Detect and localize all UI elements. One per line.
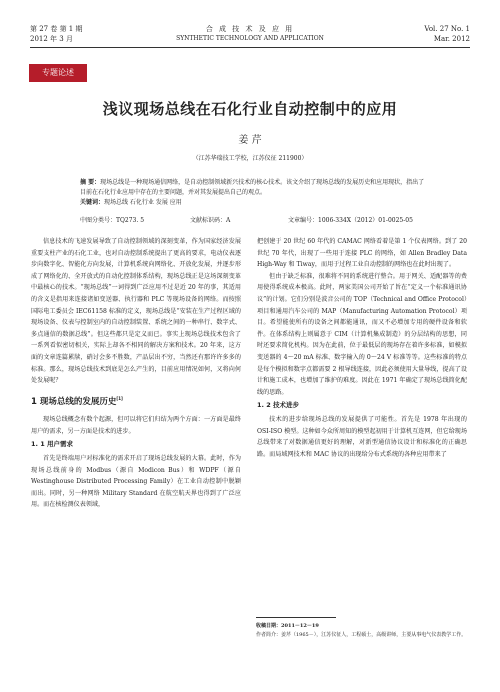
- intro-paragraph: 信息技术的飞速发展导致了自动控制领域的深刻变革，作为国家经济发展重要支柱产业的石化工业，也对自动控制系统提出了更高的要求，电动仪表逐步向数字化、智能化方向发展，计算机系统向网络化、开放化发展，并逐步形成了网络化的、全开放式的自动化控制体系结构，现场总线正是这场深刻变革中最核心的技术。“现场总线”一词得到广泛应用不过是近 20 年的事，其适用的含义是指用来连接诸如变送器、执行器和 PLC 等现场设备的网络。而按照国际电工委员会 IEC61158 标准的定义，现场总线是“安装在生产过程区域的现场设备、仪表与控制室内的自动控制装置、系统之间的一种串行、数字式、多点通信的数据总线”。但这些都只是定义而已。事实上现场总线技术包含了一系列看似密切相关，实际上却各不相同的解决方案和技术。20 年来，这方面的文章连篇累牍，硝讨会多不胜数，产品层出不穷，当然还有那许许多多的标准。那么，现场总线技术到底是怎么产生的，目前应用情况如何，又将向何处发展呢？: [31, 238, 241, 385]
- abstract-label: 摘 要：: [80, 179, 101, 186]
- keywords-label: 关键词：: [80, 199, 105, 206]
- volume-issue-en: Vol. 27 No. 1: [424, 25, 470, 33]
- article-title: 浅议现场总线在石化行业自动控制中的应用: [102, 100, 398, 118]
- keywords: [80, 198, 430, 208]
- right-paragraph-1: 把创建于 20 世纪 60 年代的 CAMAC 网络看着是第 1 个仪表网络。到了 20 世纪 70 年代，出现了一些用于连接 PLC 的网络，如 Allen Bradley Data High-Way 和 Tiway，而用于过程工业自动控制的网络也在此时出现了。: [257, 238, 467, 269]
- journal-title-en: SYNTHETIC TECHNOLOGY AND APPLICATION: [176, 35, 324, 42]
- clc-number: 中图分类号：TQ273. 5: [80, 217, 145, 224]
- section-1-citation: [1]: [116, 395, 123, 401]
- article-number: 文章编号：1006-334X（2012）01-0025-05: [288, 217, 413, 224]
- right-paragraph-2: 但由于缺乏标准，很难将不同的系统进行整合。用于网关、适配器等的费用使得系统成本极高。此时，两家美国公司开始了旨在“定义一个标准通讯协议”的计划。它们分别是波音公司的 TOP（Technical and Office Protocol）项目和通用汽车公司的 MAP（Manufacturing Automation Protocol）项目。希望能使所有的设备之间都能通讯，而又不必增加专用的硬件设备和软件。在体系结构上则属意于 CIM（计算机集成制造）的分层结构的思想，同时还要求简化机构。因为在此前，位于最低层的现场存在着许多标准，如模拟变送器的 4～20 mA 标准、数字输入的 0～24 V 标准等等。这些标准的特点是每个模拟和数字点都需要 2 根导线连接，因此必须使用大量导线，提高了设计和施工成本，也增加了维护的难度。因此在 1971 年确定了现场总线简化配线的思路。: [257, 272, 467, 396]
- volume-issue: 第 27 卷 第 1 期: [30, 25, 83, 33]
- header-rule: [30, 47, 470, 48]
- abstract-text: 现场总线是一种现场通信网络，是自动控制领域新兴技术的核心技术。该文介绍了现场总线的发展历史和应用现状，指出了目前在石化行业应用中存在的主要问题，并对其发展提出自己的观点。: [80, 179, 425, 196]
- body-right-column: [257, 236, 467, 460]
- received-date: 收稿日期：2011－12－19: [256, 623, 319, 629]
- journal-title-cn: 合 成 技 术 及 应 用: [205, 25, 295, 33]
- document-code: 文献标识码：A: [190, 217, 231, 224]
- subsection-1-2-paragraph: 技术的进步给现场总线的发展提供了可能性。首先是 1978 年出现的 OSI-ISO 模型。这种如今众所周知的模型起初用于计算机互连网，但它给现场总线带来了对数据通信更好的理解，对新型通信协议设计和标准化的正确思路。而局域网技术和 MAC 协议的出现给分布式系统的各种应用带来了: [257, 415, 467, 458]
- article-author: 姜 芹: [238, 135, 262, 146]
- keywords-text: 现场总线 石化行业 发展 应用: [104, 199, 182, 206]
- author-affiliation: （江苏华瑞技工学校，江苏仪征 211900）: [192, 155, 308, 162]
- section-1-heading: [31, 393, 241, 408]
- abstract: [80, 178, 430, 198]
- subsection-1-1-heading: 1. 1 用户需求: [31, 440, 74, 449]
- section-1-paragraph: 现场总线概念有数个起源，但可以将它们归结为两个方面：一方面是最终用户的需求，另一方面是技术的进步。: [31, 416, 241, 435]
- subsection-1-2-heading: 1. 2 技术进步: [257, 401, 300, 410]
- section-1-title: 1 现场总线的发展历史: [31, 396, 117, 407]
- issue-date-en: Mar. 2012: [433, 35, 470, 43]
- body-left-column: [31, 236, 241, 511]
- footnote: [256, 622, 470, 640]
- issue-date-cn: 2012 年 3 月: [30, 35, 73, 43]
- subsection-1-1-paragraph: 首先是终端用户对标准化的需求开启了现场总线发展的大幕。此时，作为现场总线前身的 Modbus（源自 Modicon Bus）和 WDPF（源自 Westinghouse Distributed Processing Family）在工业自动控制中脱颖而出。同时，另一种网络 Military Standard 在航空航天界也得到了广泛应用。而在核检测仪表领域，: [31, 454, 241, 509]
- column-tag: 专题论述: [29, 64, 87, 82]
- abstract-block: [80, 178, 430, 208]
- author-bio: 作者简介：姜芹（1965－），江苏仪征人，工程硕士，高级讲师，主要从事电气仪表教学工作。: [256, 632, 467, 638]
- header-right: [424, 24, 470, 44]
- footnote-rule: [256, 617, 336, 618]
